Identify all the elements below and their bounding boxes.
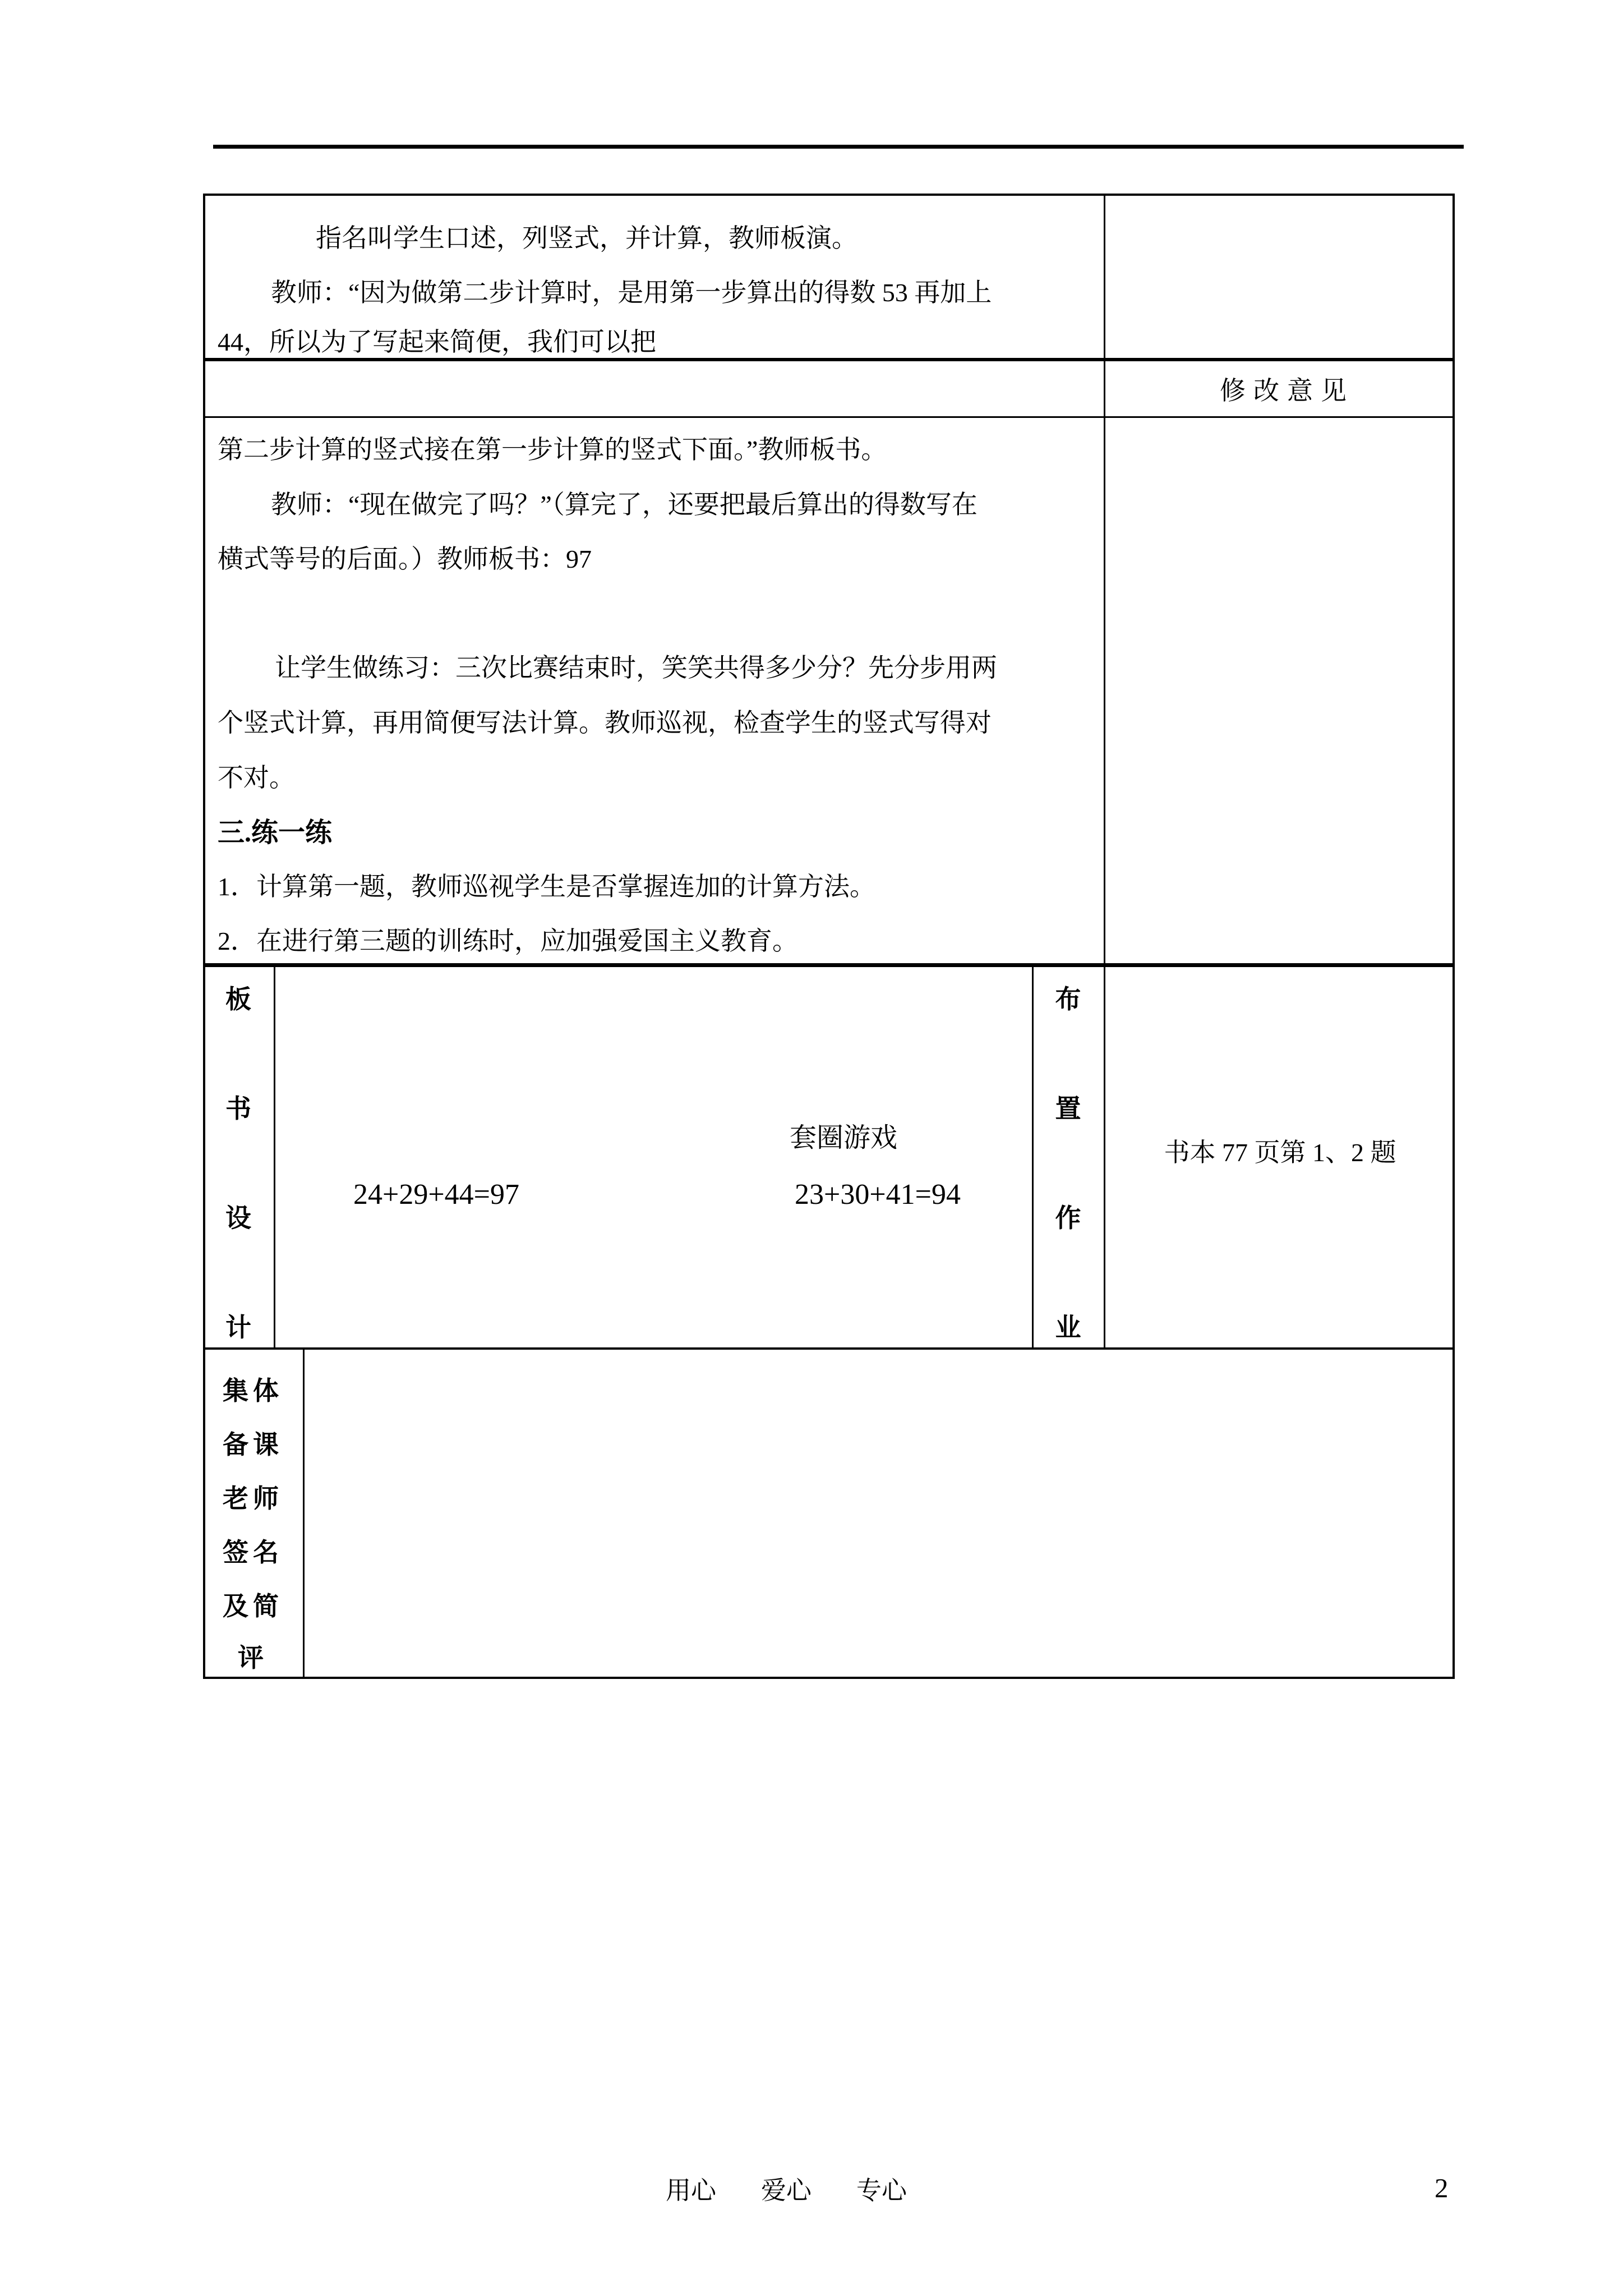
signature-label-line: 及简 — [223, 1592, 283, 1621]
practice-section-heading: 三.练一练 — [218, 818, 333, 848]
signature-label-line: 签名 — [223, 1538, 283, 1567]
lesson-text-line: 让学生做练习：三次比赛结束时，笑笑共得多少分？先分步用两 — [275, 654, 997, 682]
homework-label-char: 布 — [1055, 985, 1081, 1014]
lesson-text-line: 指名叫学生口述，列竖式，并计算，教师板演。 — [316, 224, 857, 252]
signature-label-line: 备课 — [223, 1430, 283, 1459]
lesson-text-line: 1．计算第一题，教师巡视学生是否掌握连加的计算方法。 — [218, 872, 875, 901]
row-divider — [203, 416, 1455, 418]
row-divider — [203, 358, 1455, 361]
row-divider — [203, 963, 1455, 967]
board-design-label-char: 书 — [225, 1094, 251, 1123]
lesson-text-line: 不对。 — [218, 763, 295, 792]
page-number: 2 — [1435, 2173, 1449, 2203]
page-header-rule — [213, 145, 1464, 149]
lesson-text-line: 横式等号的后面。）教师板书：97 — [218, 545, 592, 573]
lesson-text-line: 2．在进行第三题的训练时，应加强爱国主义教育。 — [218, 927, 798, 955]
footer-motto-word: 用心 — [666, 2177, 717, 2205]
lesson-text-line: 教师：“现在做完了吗？”（算完了，还要把最后算出的得数写在 — [271, 490, 978, 519]
footer-motto-word: 爱心 — [761, 2177, 812, 2205]
homework-label-char: 置 — [1055, 1094, 1081, 1123]
board-design-label-char: 设 — [225, 1204, 251, 1232]
column-divider-board-label — [274, 963, 275, 1350]
signature-label-line: 评 — [238, 1644, 268, 1672]
board-game-title: 套圈游戏 — [790, 1123, 898, 1153]
signature-content-cell — [305, 1350, 1453, 1677]
signature-label-line: 集体 — [223, 1377, 283, 1405]
footer-motto-word: 专心 — [856, 2177, 907, 2205]
lesson-text-line: 教师：“因为做第二步计算时，是用第一步算出的得数 53 再加上 — [271, 278, 992, 307]
homework-label-char: 业 — [1055, 1313, 1081, 1342]
board-formula-right: 23+30+41=94 — [795, 1179, 961, 1211]
lesson-text-line: 第二步计算的竖式接在第一步计算的竖式下面。”教师板书。 — [218, 435, 887, 464]
revision-opinion-header: 修改意见 — [1220, 376, 1354, 405]
board-design-label-char: 板 — [225, 985, 251, 1014]
board-formula-left: 24+29+44=97 — [353, 1179, 519, 1211]
board-design-label-char: 计 — [225, 1313, 251, 1342]
homework-label-char: 作 — [1055, 1204, 1081, 1232]
column-divider-homework — [1032, 963, 1034, 1350]
signature-label-line: 老师 — [223, 1484, 283, 1513]
lesson-text-line: 44，所以为了写起来简便，我们可以把 — [218, 328, 656, 356]
column-divider-main-right — [1104, 194, 1105, 1350]
lesson-text-line: 个竖式计算，再用简便写法计算。教师巡视，检查学生的竖式写得对 — [218, 708, 992, 737]
homework-assignment-text: 书本 77 页第 1、2 题 — [1164, 1138, 1396, 1167]
